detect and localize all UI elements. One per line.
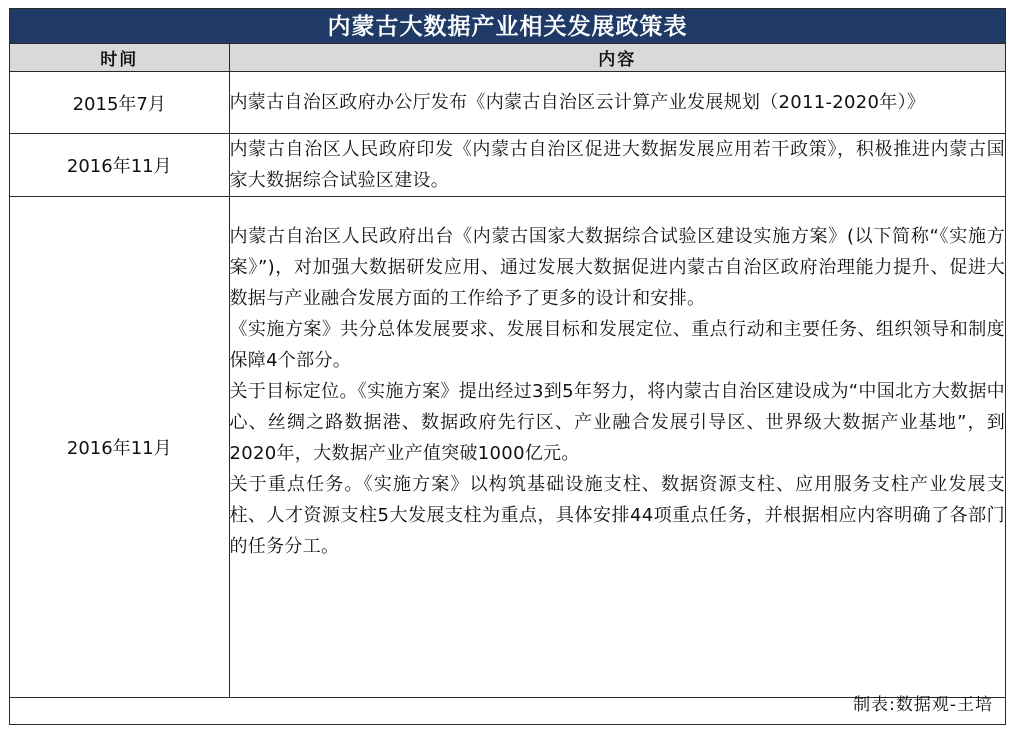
row-time: 2015年7月 [10,72,229,134]
content-paragraph: 《实施方案》共分总体发展要求、发展目标和发展定位、重点行动和主要任务、组织领导和制度保障4个部分。 [229,319,1005,371]
table-row [10,134,1005,197]
row-time: 2016年11月 [10,134,229,197]
row-content [229,197,1005,698]
policy-table [10,44,1005,698]
row-content [229,134,1005,197]
table-footer-credit: 制表:数据观-王培 [853,695,993,715]
table-row [10,197,1005,698]
content-paragraph: 关于目标定位。《实施方案》提出经过3到5年努力，将内蒙古自治区建设成为“中国北方大数据中心、丝绸之路数据港、数据政府先行区、产业融合发展引导区、世界级大数据产业基地”，到2020年，大数据产业产值突破1000亿元。 [229,381,1005,464]
header-row [10,44,1005,72]
content-paragraph: 内蒙古自治区人民政府出台《内蒙古国家大数据综合试验区建设实施方案》(以下简称“《实施方案》”)，对加强大数据研发应用、通过发展大数据促进内蒙古自治区政府治理能力提升、促进大数据与产业融合发展方面的工作给予了更多的设计和安排。 [229,226,1005,309]
content-paragraph: 内蒙古自治区政府办公厅发布《内蒙古自治区云计算产业发展规划（2011-2020年）》 [229,92,926,113]
content-paragraph: 关于重点任务。《实施方案》以构筑基础设施支柱、数据资源支柱、应用服务支柱产业发展支柱、人才资源支柱5大发展支柱为重点，具体安排44项重点任务，并根据相应内容明确了各部门的任务分工。 [229,474,1005,557]
row-time: 2016年11月 [10,197,229,698]
content-paragraph: 内蒙古自治区人民政府印发《内蒙古自治区促进大数据发展应用若干政策》，积极推进内蒙古国家大数据综合试验区建设。 [229,139,1005,191]
row-content [229,72,1005,134]
header-time: 时间 [10,44,229,72]
header-content: 内容 [229,44,1005,72]
table-row [10,72,1005,134]
policy-table-sheet [9,8,1006,725]
table-title: 内蒙古大数据产业相关发展政策表 [10,9,1005,44]
